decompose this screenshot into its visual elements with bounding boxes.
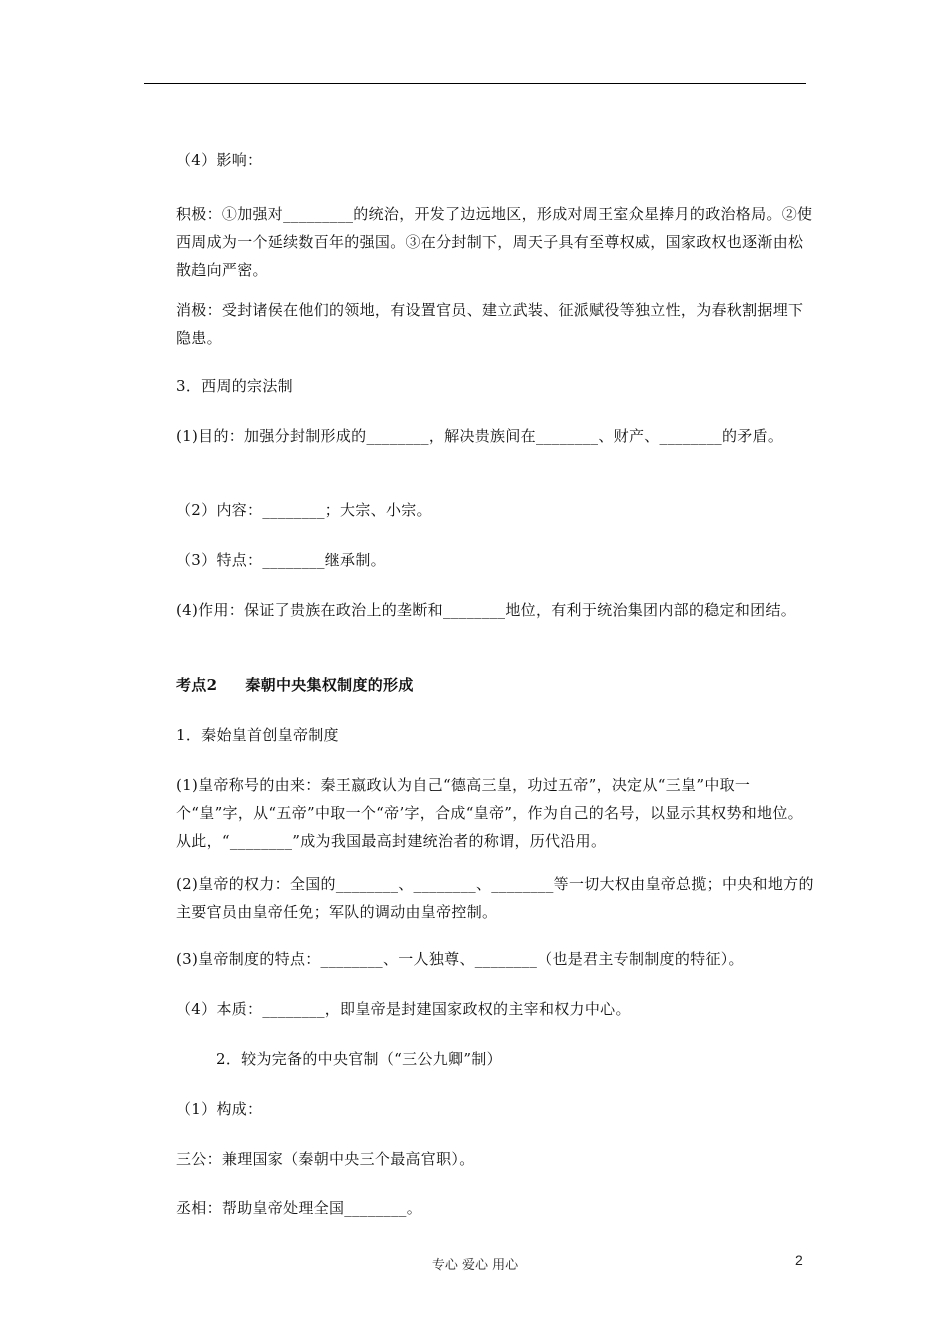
emperor-title-origin: (1)皇帝称号的由来：秦王嬴政认为自己“德高三皇，功过五帝”，决定从“三皇”中取一个“皇”字，从“五帝”中取一个“帝’字，合成“皇帝”，作为自己的名号，以显示其权势和地位。从此，“________”成为我国最高封建统治者的称谓，历代沿用。 xyxy=(176,776,803,850)
emperor-power: (2)皇帝的权力：全国的________、________、________等一切大权由皇帝总揽；中央和地方的主要官员由皇帝任免；军队的调动由皇帝控制。 xyxy=(176,875,814,921)
zongfa-title: 3．西周的宗法制 xyxy=(176,377,293,395)
emperor-system-essence: （4）本质：________，即皇帝是封建国家政权的主宰和权力中心。 xyxy=(176,1000,631,1018)
negative-impact-paragraph xyxy=(144,296,814,352)
zongfa-effect: (4)作用：保证了贵族在政治上的垄断和________地位，有利于统治集团内部的稳定和团结。 xyxy=(176,601,797,619)
section-heading xyxy=(144,671,814,699)
header-rule xyxy=(144,83,806,84)
section-heading-label: 考点2 xyxy=(176,676,218,694)
page-number: 2 xyxy=(795,1252,803,1268)
negative-impact-text: 消极：受封诸侯在他们的领地，有设置官员、建立武装、征派赋役等独立性，为春秋割据埋下隐患。 xyxy=(176,301,804,347)
structure-label: （1）构成： xyxy=(176,1100,263,1118)
positive-impact-paragraph xyxy=(144,200,814,284)
central-officials-title: 2．较为完备的中央官制（“三公九卿”制） xyxy=(216,1050,502,1068)
sangong-line: 三公：兼理国家（秦朝中央三个最高官职）。 xyxy=(176,1150,475,1168)
zongfa-content: （2）内容：________；大宗、小宗。 xyxy=(176,501,432,519)
footer-motto: 专心 爱心 用心 xyxy=(431,1258,519,1273)
chancellor-line: 丞相：帮助皇帝处理全国________。 xyxy=(176,1199,423,1217)
positive-impact-text: 积极：①加强对_________的统治，开发了边远地区，形成对周王室众星捧月的政治格局。②使西周成为一个延续数百年的强国。③在分封制下，周天子具有至尊权威，国家政权也逐渐由松散趋向严密。 xyxy=(176,205,813,279)
emperor-system-title: 1．秦始皇首创皇帝制度 xyxy=(176,726,339,744)
zongfa-feature: （3）特点：________继承制。 xyxy=(176,551,386,569)
impact-label: （4）影响： xyxy=(176,151,263,169)
zongfa-purpose: (1)目的：加强分封制形成的________，解决贵族间在________、财产、________的矛盾。 xyxy=(176,427,784,445)
emperor-system-traits: (3)皇帝制度的特点：________、一人独尊、________（也是君主专制制度的特征）。 xyxy=(176,950,744,968)
section-heading-title: 秦朝中央集权制度的形成 xyxy=(245,676,414,694)
